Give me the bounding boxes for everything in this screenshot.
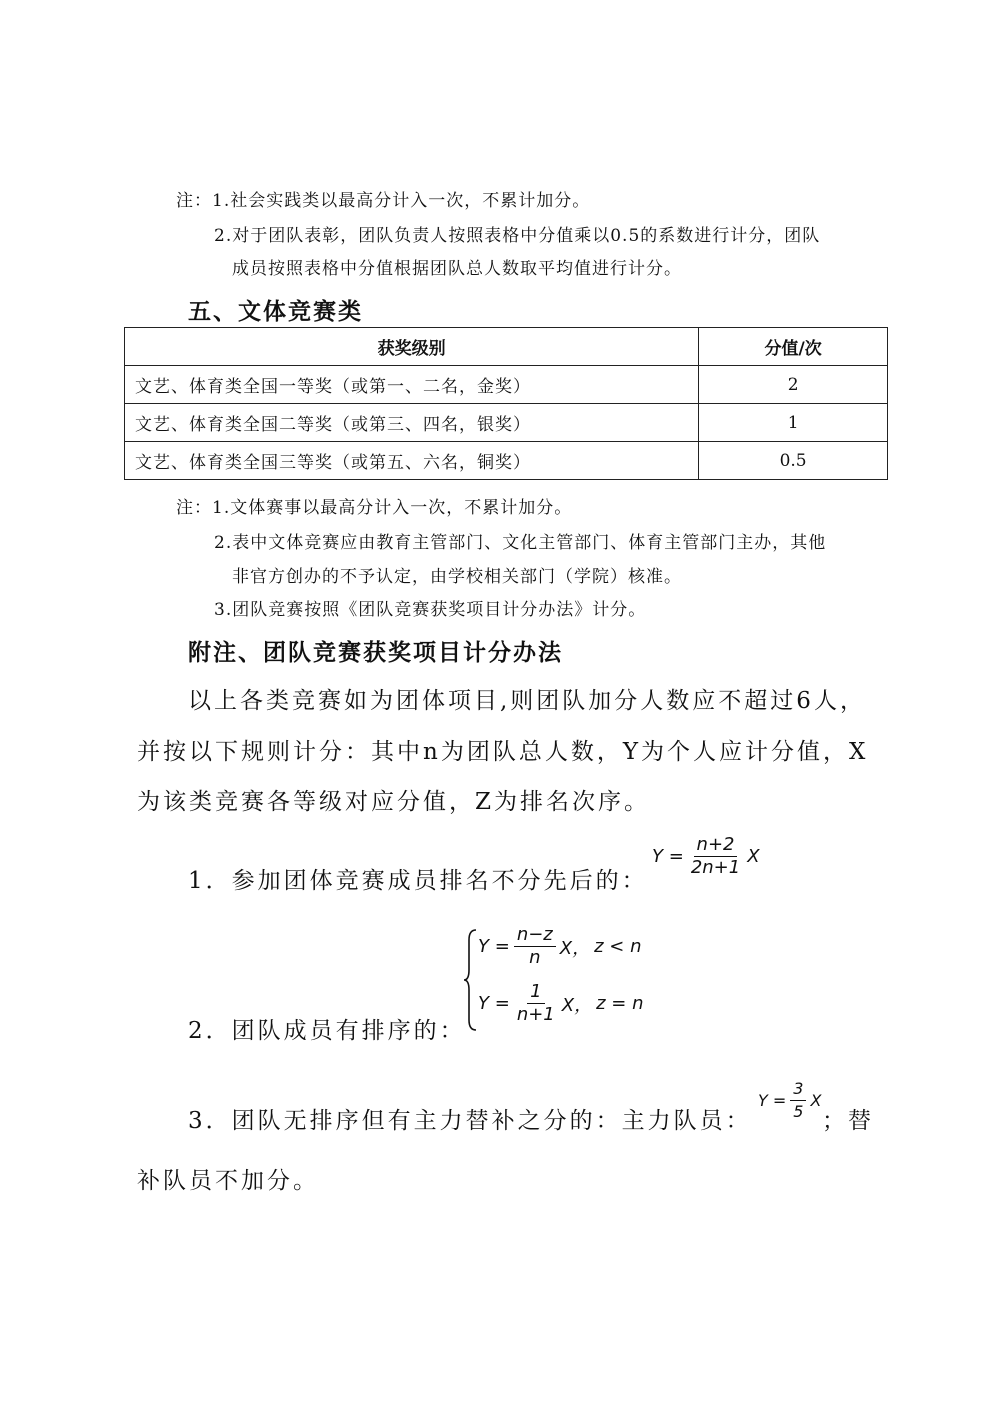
column-header-score: 分值/次	[699, 328, 888, 366]
left-brace-icon	[462, 928, 478, 1032]
rule1-formula	[652, 834, 760, 879]
note-text: 1.文体赛事以最高分计入一次，不累计加分。	[212, 498, 573, 518]
note-top-1	[176, 186, 590, 211]
table-row	[125, 404, 888, 442]
note-prefix: 注：	[176, 498, 212, 518]
rule2-case1-formula	[478, 924, 642, 969]
formula-rhs: X，	[559, 937, 591, 959]
note-section5-2-line1: 2.表中文体竞赛应由教育主管部门、文化主管部门、体育主管部门主办，其他	[214, 533, 827, 553]
award-level: 文艺、体育类全国二等奖（或第三、四名，银奖）	[125, 404, 699, 442]
appendix-paragraph-line3: 为该类竞赛各等级对应分值，Z为排名次序。	[137, 789, 650, 815]
formula-fraction	[514, 981, 558, 1026]
award-level: 文艺、体育类全国一等奖（或第一、二名，金奖）	[125, 366, 699, 404]
note-section5-3: 3.团队竞赛按照《团队竞赛获奖项目计分办法》计分。	[214, 600, 647, 620]
rule3-line2: 补队员不加分。	[137, 1168, 319, 1194]
award-score: 0.5	[699, 442, 888, 480]
note-top-2-line2: 成员按照表格中分值根据团队总人数取平均值进行计分。	[232, 259, 682, 279]
fraction-denominator: n+1	[516, 1004, 555, 1025]
formula-lhs: Y =	[478, 936, 510, 957]
appendix-heading: 附注、团队竞赛获奖项目计分办法	[188, 640, 563, 666]
fraction-denominator: 5	[793, 1102, 804, 1121]
award-level: 文艺、体育类全国三等奖（或第五、六名，铜奖）	[125, 442, 699, 480]
formula-condition: z = n	[596, 993, 644, 1014]
awards-table	[124, 327, 888, 480]
formula-fraction	[790, 1078, 806, 1123]
appendix-paragraph-line2: 并按以下规则计分：其中n为团队总人数，Y为个人应计分值，X	[137, 739, 869, 765]
note-top-2-line1: 2.对于团队表彰，团队负责人按照表格中分值乘以0.5的系数进行计分，团队	[214, 226, 821, 246]
fraction-denominator: 2n+1	[690, 857, 741, 878]
table-row	[125, 442, 888, 480]
appendix-paragraph-line1: 以上各类竞赛如为团体项目,则团队加分人数应不超过6人，	[188, 688, 866, 714]
fraction-denominator: n	[529, 947, 541, 968]
note-section5-2-line2: 非官方创办的不予认定，由学校相关部门（学院）核准。	[232, 567, 682, 587]
formula-fraction	[688, 834, 743, 879]
formula-fraction	[514, 924, 556, 969]
rule3-formula	[758, 1078, 821, 1123]
formula-lhs: Y =	[478, 993, 510, 1014]
formula-lhs: Y =	[758, 1091, 787, 1110]
rule2-text: 2．团队成员有排序的：	[188, 1018, 466, 1044]
fraction-numerator: n−z	[514, 924, 556, 947]
formula-lhs: Y =	[652, 846, 684, 867]
table-row	[125, 366, 888, 404]
formula-rhs: X，	[561, 994, 593, 1016]
rule1-text: 1．参加团体竞赛成员排名不分先后的：	[188, 868, 648, 894]
rule3-after: ；替	[822, 1108, 874, 1134]
award-score: 1	[699, 404, 888, 442]
fraction-numerator: 1	[527, 981, 544, 1004]
fraction-numerator: 3	[790, 1078, 806, 1101]
column-header-level: 获奖级别	[125, 328, 699, 366]
fraction-numerator: n+2	[694, 834, 738, 857]
award-score: 2	[699, 366, 888, 404]
section-heading: 五、文体竞赛类	[188, 299, 363, 325]
table-header-row	[125, 328, 888, 366]
note-text: 1.社会实践类以最高分计入一次，不累计加分。	[212, 191, 591, 211]
formula-rhs: X	[747, 846, 760, 867]
note-prefix: 注：	[176, 191, 212, 211]
formula-condition: z < n	[594, 936, 642, 957]
note-section5-1	[176, 493, 572, 518]
formula-rhs: X	[810, 1091, 822, 1110]
rule3-text: 3．团队无排序但有主力替补之分的：主力队员：	[188, 1108, 752, 1134]
rule2-case2-formula	[478, 981, 644, 1026]
